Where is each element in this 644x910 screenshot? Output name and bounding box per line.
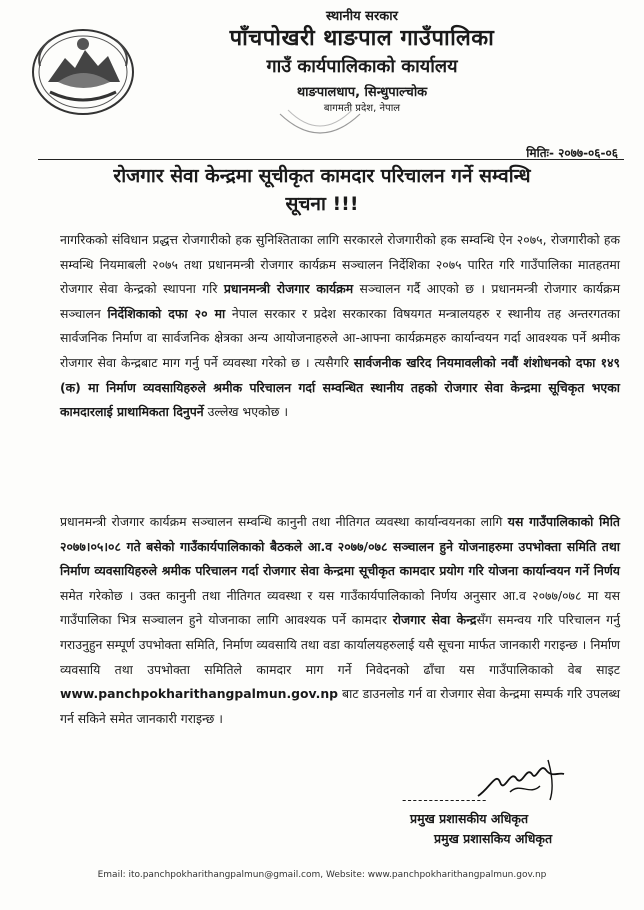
para2-text-2: समेत गरेकोछ । उक्त कानुनी तथा नीतिगत व्यवस्था र यस गाउँकार्यपालिकाको निर्णय अनुसार आ.व २०७७/०७८ मा यस गाउँपालिका भित्र सञ्चालन हुने योजनाका लागि आवश्यक पर्ने कामदार	[60, 587, 620, 628]
para1-bold-3: सार्वजनीक खरिद नियमावलीको नवौं शंशोधनको दफा १४९ (क) मा निर्माण व्यवसायिहरुले श्रमीक परिचालन गर्दा सम्वन्धित स्थानीय तहको रोजगार सेवा केन्द्रमा सूचिकृत भएका कामदारलाई प्राथामिकता दिनुपर्ने	[60, 354, 620, 420]
signatory-title: प्रमुख प्रशासकीय अधिकृत	[410, 811, 529, 826]
office-address: थाङपालधाप, सिन्धुपाल्चोक	[296, 85, 428, 100]
signatory-stamp: प्रमुख प्रशासकिय अधिकृत	[434, 831, 553, 846]
para1-text-1: नागरिकको संविधान प्रद्धत्त रोजगारीको हक सुनिश्तिताका लागि सरकारले रोजगारीको हक सम्वन्धि ऐन २०७५, रोजगारीको हक सम्वन्धि नियमाबली २०७५ तथा प्रधानमन्त्री रोजगार कार्यक्रम सञ्चालन निर्देशिका २०७५ पारित गरि गाउँपालिका मातहतमा रोजगार सेवा केन्द्रको स्थापना गरि	[60, 232, 620, 297]
notice-date: मितिः- २०७७-०६-०६	[526, 146, 618, 160]
body-paragraph-2	[60, 510, 620, 731]
notice-title: रोजगार सेवा केन्द्रमा सूचीकृत कामदार परिचालन गर्ने सम्वन्धि	[113, 165, 531, 187]
para1-text-4: उल्लेख भएकोछ ।	[203, 404, 289, 420]
para1-bold-1: प्रधानमन्त्री रोजगार कार्यक्रम	[223, 281, 354, 297]
municipality-name: पाँचपोखरी थाङपाल गाउँपालिका	[229, 26, 495, 51]
local-government-label: स्थानीय सरकार	[326, 9, 398, 24]
para1-text-3: नेपाल सरकार र प्रदेश सरकारका विषयगत मन्त्रालयहरु र स्थानीय तह अन्तरगतका सार्वजनिक निर्माण वा सार्वजनिक क्षेत्रका अन्य आयोजनाहरुले आ-आफ्ना कार्यक्रमहरु कार्यान्वयन गर्दा आवश्यक पर्ने श्रमीक रोजगार सेवा केन्द्रबाट माग गर्नु पर्ने व्यवस्था गरेको छ । त्यसैगरि	[60, 305, 620, 370]
para1-bold-2: निर्देशिकाको दफा २० मा	[107, 305, 226, 321]
office-name: गाउँ कार्यपालिकाको कार्यालय	[266, 56, 458, 77]
para2-text-1: प्रधानमन्त्री रोजगार कार्यक्रम सञ्चालन सम्वन्धि कानुनी तथा नीतिगत व्यवस्था कार्यान्वयनका लागि	[60, 514, 508, 529]
footer-contact: Email: ito.panchpokharithangpalmun@gmail.com, Website: www.panchpokharithangpalmun.gov.np	[97, 870, 547, 880]
para2-bold-1: यस गाउँपालिकाको मिति २०७७।०५।०८ गते बसेको गाउँकार्यपालिकाको बैठकले आ.व २०७७/०७८ सञ्चालन हुने योजनाहरुमा उपभोक्ता समिति तथा निर्माण व्यवसायिहरुले श्रमीक परिचालन गर्दा रोजगार सेवा केन्द्रमा सूचीकृत कामदार प्रयोग गरि योजना कार्यान्वयन गर्ने निर्णय	[60, 514, 620, 579]
notice-subtitle: सूचना !!!	[285, 193, 359, 215]
para2-text-3: सँग समन्वय गरि परिचालन गर्नु गराउनुहुन सम्पूर्ण उपभोक्ता समिति, निर्माण व्यवसायि तथा वडा कार्यालयहरुलाई यसै सूचना मार्फत जानकारी गराइन्छ । निर्माण व्यवसायि तथा उपभोक्ता समितिले कामदार माग गर्ने निवेदनको ढाँचा यस गाउँपालिकाको वेब साइट	[60, 612, 621, 677]
office-stamp-icon	[270, 104, 370, 154]
website-link[interactable]: www.panchpokharithangpalmun.gov.np	[60, 686, 339, 702]
signature-line: ----------------	[402, 793, 488, 807]
body-paragraph-1	[60, 228, 620, 425]
header-divider	[38, 159, 624, 160]
para2-bold-2: रोजगार सेवा केन्द्र	[392, 612, 477, 628]
para1-text-2: सञ्चालन गर्दै आएको छ । प्रधानमन्त्री रोजगार कार्यक्रम सञ्चालन	[60, 281, 620, 321]
para2-text-4: बाट डाउनलोड गर्न वा रोजगार सेवा केन्द्रमा सम्पर्क गरि उपलब्ध गर्न सकिने समेत जानकारी गराइन्छ ।	[60, 686, 620, 726]
province-line: बागमती प्रदेश, नेपाल	[323, 103, 401, 114]
